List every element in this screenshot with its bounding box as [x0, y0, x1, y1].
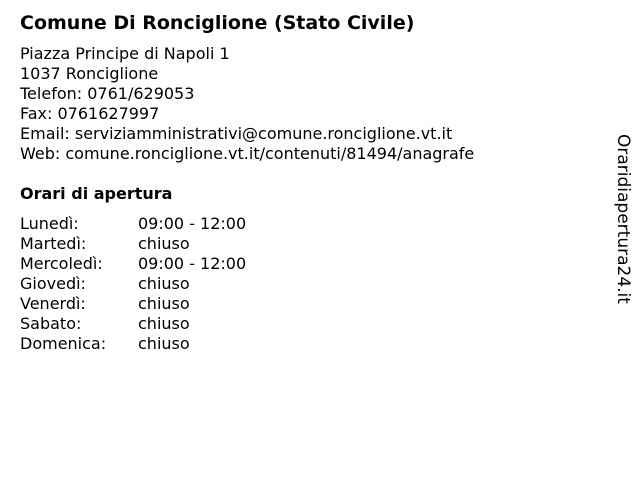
phone-line: Telefon: 0761/629053	[20, 84, 195, 103]
day-hours: chiuso	[138, 274, 190, 293]
hours-row-tuesday	[20, 234, 280, 254]
hours-row-wednesday	[20, 254, 280, 274]
page-title: Comune Di Ronciglione (Stato Civile)	[20, 12, 415, 34]
hours-row-thursday	[20, 274, 280, 294]
hours-row-sunday	[20, 334, 280, 354]
day-label: Lunedì:	[20, 214, 79, 233]
web-line: Web: comune.ronciglione.vt.it/contenuti/81494/anagrafe	[20, 144, 475, 163]
day-hours: 09:00 - 12:00	[138, 254, 247, 273]
day-label: Sabato:	[20, 314, 82, 333]
hours-row-monday	[20, 214, 280, 234]
day-hours: chiuso	[138, 334, 190, 353]
address-line: Piazza Principe di Napoli 1	[20, 44, 230, 63]
site-watermark: Oraridiapertura24.it	[613, 134, 633, 304]
day-label: Venerdì:	[20, 294, 86, 313]
city-line: 1037 Ronciglione	[20, 64, 159, 83]
hours-row-friday	[20, 294, 280, 314]
day-label: Giovedì:	[20, 274, 86, 293]
opening-hours-list	[20, 214, 280, 354]
day-label: Martedì:	[20, 234, 87, 253]
day-hours: chiuso	[138, 234, 190, 253]
email-line: Email: serviziamministrativi@comune.ronciglione.vt.it	[20, 124, 453, 143]
day-label: Mercoledì:	[20, 254, 103, 273]
day-hours: 09:00 - 12:00	[138, 214, 247, 233]
fax-line: Fax: 0761627997	[20, 104, 160, 123]
hours-row-saturday	[20, 314, 280, 334]
day-hours: chiuso	[138, 294, 190, 313]
opening-hours-heading: Orari di apertura	[20, 184, 173, 203]
day-label: Domenica:	[20, 334, 107, 353]
day-hours: chiuso	[138, 314, 190, 333]
contact-info	[20, 44, 474, 164]
